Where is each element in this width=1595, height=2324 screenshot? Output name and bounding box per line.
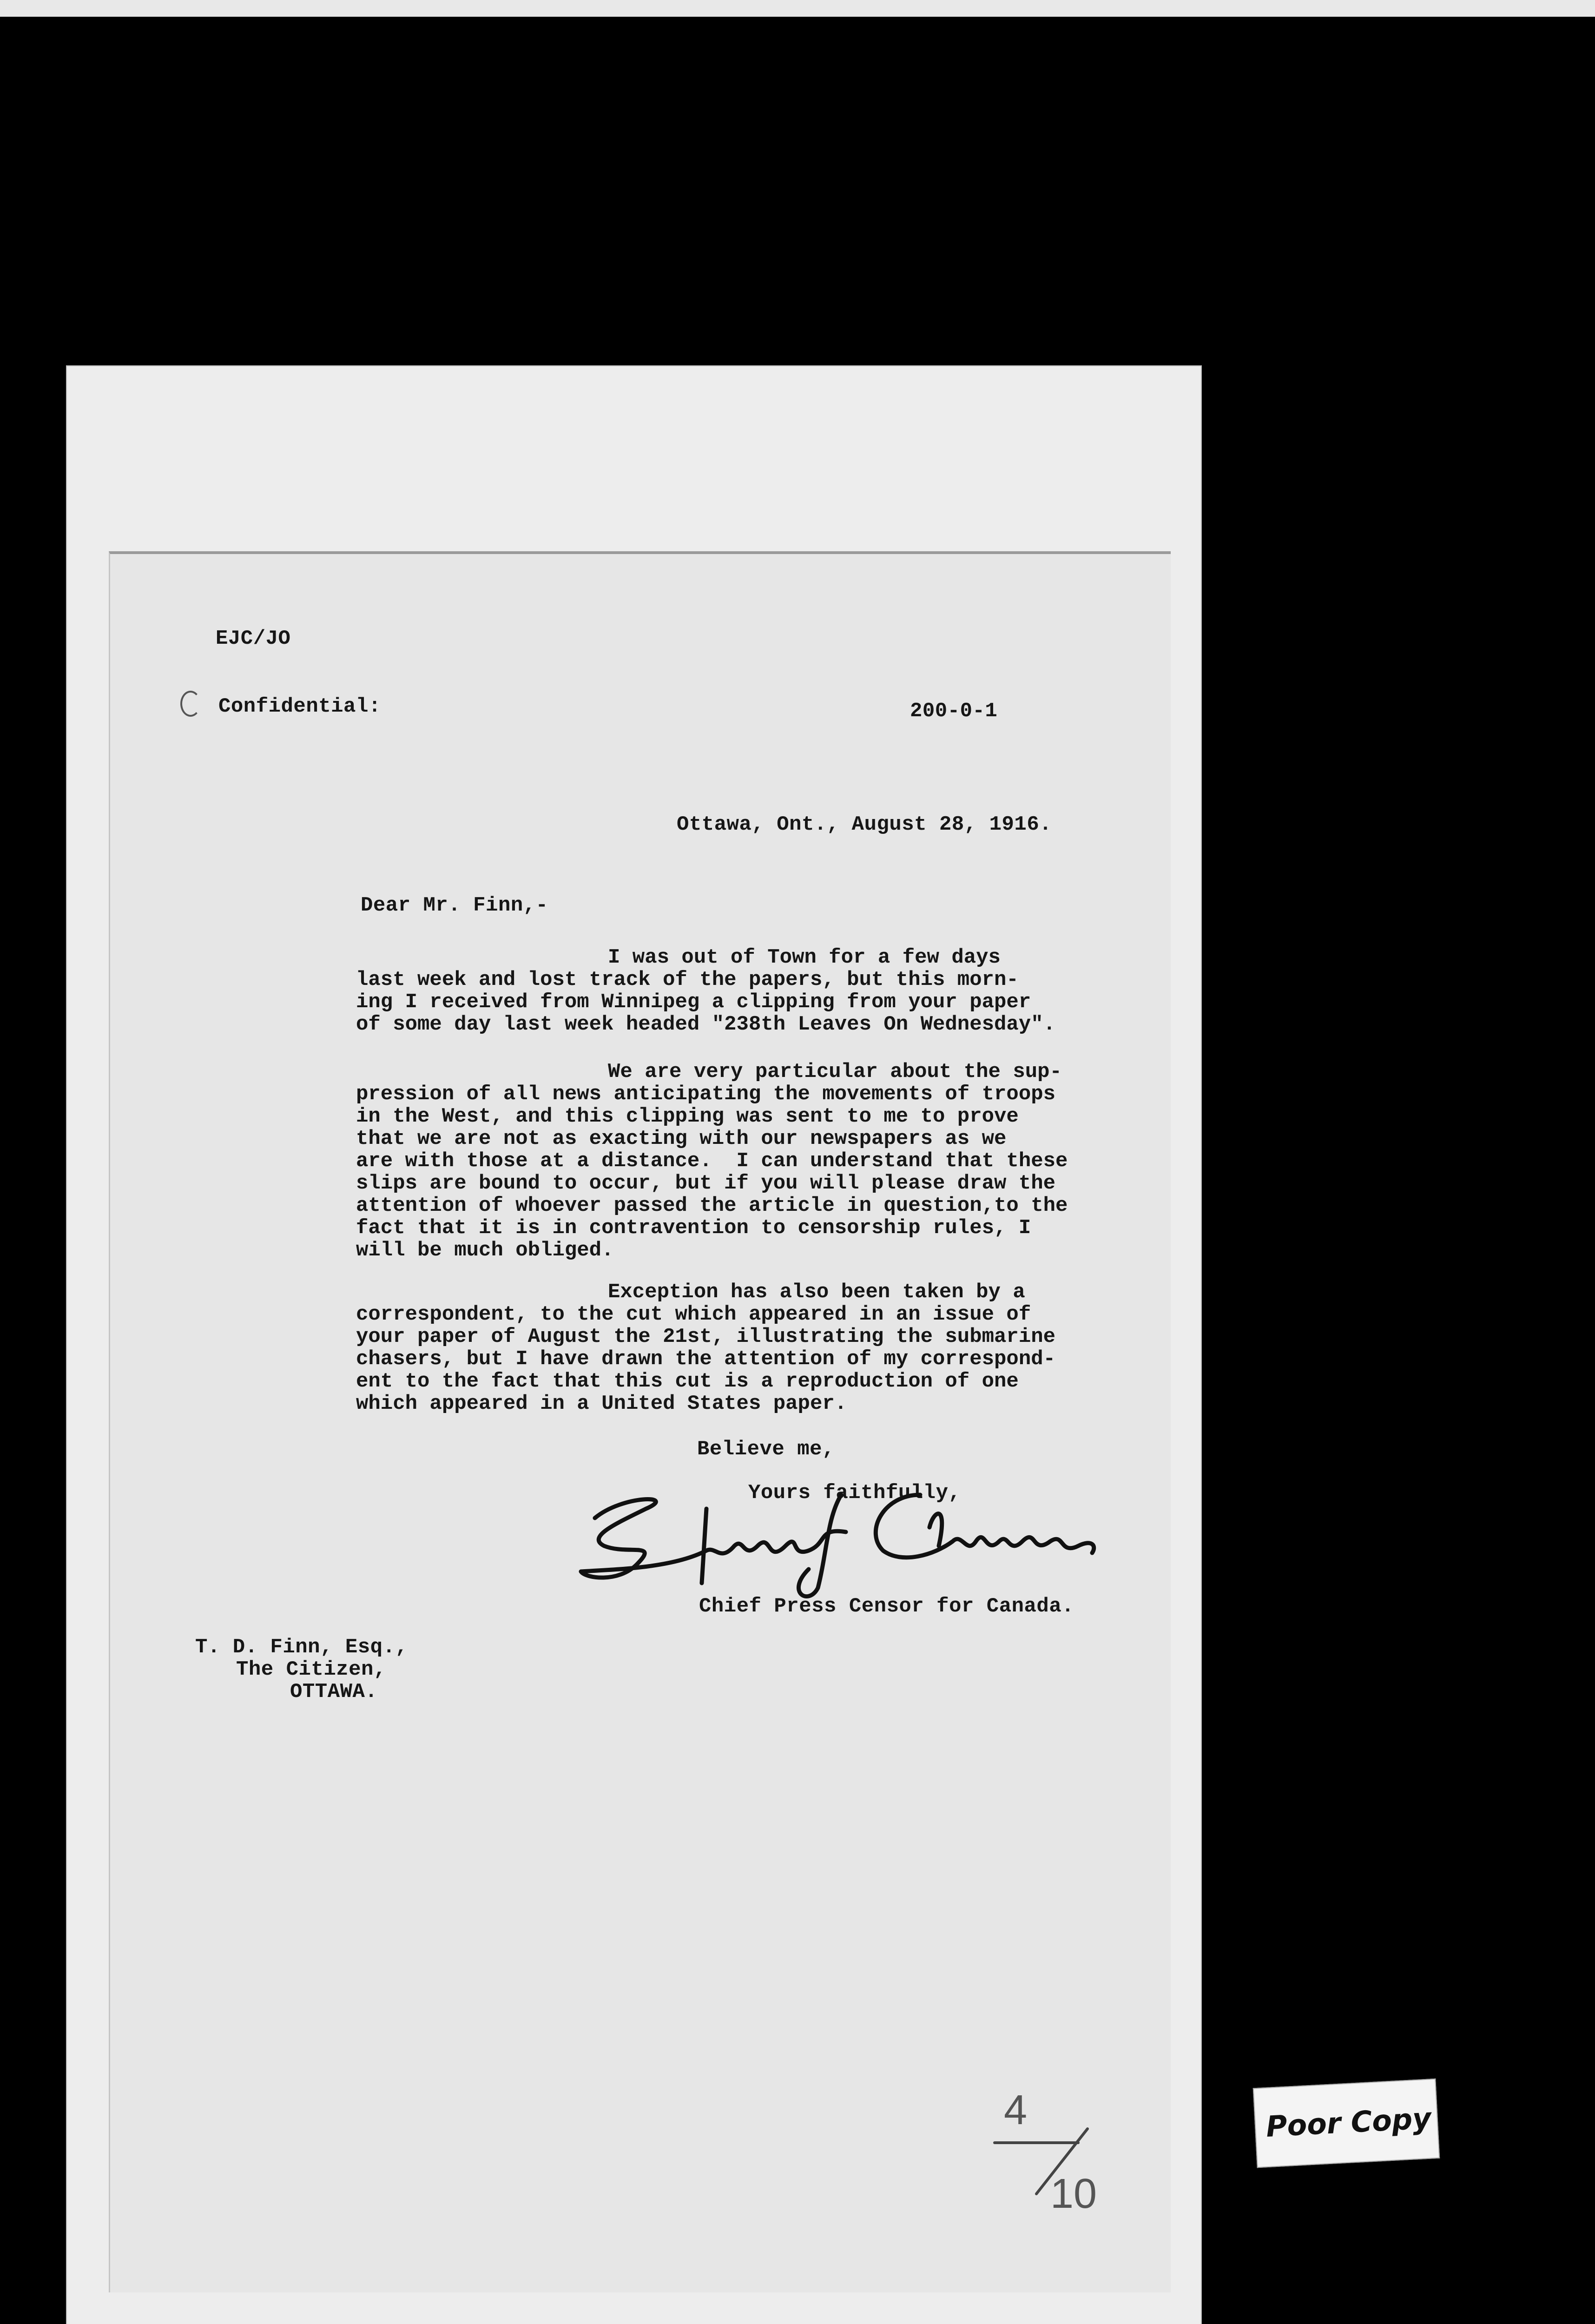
reference-initials: EJC/JO bbox=[216, 627, 291, 650]
body-line: We are very particular about the sup- bbox=[608, 1060, 1062, 1083]
body-line: pression of all news anticipating the movements of troops bbox=[356, 1083, 1056, 1106]
body-line: chasers, but I have drawn the attention of my correspond- bbox=[356, 1347, 1056, 1371]
body-line: attention of whoever passed the article in question,to the bbox=[356, 1194, 1068, 1217]
signer-title: Chief Press Censor for Canada. bbox=[699, 1595, 1074, 1618]
salutation: Dear Mr. Finn,- bbox=[361, 894, 548, 917]
file-number: 200-0-1 bbox=[910, 700, 998, 723]
body-line: ing I received from Winnipeg a clipping from your paper bbox=[356, 990, 1031, 1014]
signature bbox=[567, 1476, 1106, 1606]
body-line: your paper of August the 21st, illustrating the submarine bbox=[356, 1325, 1056, 1348]
body-line: fact that it is in contravention to censorship rules, I bbox=[356, 1216, 1031, 1240]
date-line: Ottawa, Ont., August 28, 1916. bbox=[677, 813, 1052, 836]
pencil-number-top: 4 bbox=[1004, 2087, 1028, 2133]
body-line: correspondent, to the cut which appeared in an issue of bbox=[356, 1303, 1031, 1326]
body-line: of some day last week headed "238th Leaves On Wednesday". bbox=[356, 1013, 1056, 1036]
body-line: which appeared in a United States paper. bbox=[356, 1392, 847, 1415]
body-line: are with those at a distance. I can understand that these bbox=[356, 1149, 1068, 1173]
body-line: ent to the fact that this cut is a reproduction of one bbox=[356, 1370, 1019, 1393]
recipient-city: OTTAWA. bbox=[290, 1680, 378, 1703]
body-line: in the West, and this clipping was sent to me to prove bbox=[356, 1105, 1019, 1128]
pencil-number-bottom: 10 bbox=[1050, 2171, 1097, 2217]
poor-copy-text: Poor Copy bbox=[1265, 2101, 1432, 2144]
letter-sheet bbox=[109, 551, 1171, 2292]
closing-yours: Yours faithfully, bbox=[748, 1481, 961, 1505]
confidential-marking: Confidential: bbox=[218, 695, 381, 718]
body-line: last week and lost track of the papers, but this morn- bbox=[356, 968, 1019, 991]
body-line: slips are bound to occur, but if you will please draw the bbox=[356, 1172, 1056, 1195]
punch-hole-mark bbox=[180, 691, 201, 717]
recipient-paper: The Citizen, bbox=[236, 1658, 386, 1681]
pencil-annotation bbox=[985, 2073, 1134, 2231]
body-line: Exception has also been taken by a bbox=[608, 1281, 1025, 1304]
closing-believe: Believe me, bbox=[697, 1438, 835, 1461]
body-line: I was out of Town for a few days bbox=[608, 946, 1001, 969]
film-top-edge bbox=[0, 0, 1595, 17]
poor-copy-label bbox=[1253, 2079, 1440, 2168]
body-line: that we are not as exacting with our newspapers as we bbox=[356, 1127, 1007, 1150]
recipient-name: T. D. Finn, Esq., bbox=[195, 1636, 408, 1659]
body-line: will be much obliged. bbox=[356, 1239, 614, 1262]
